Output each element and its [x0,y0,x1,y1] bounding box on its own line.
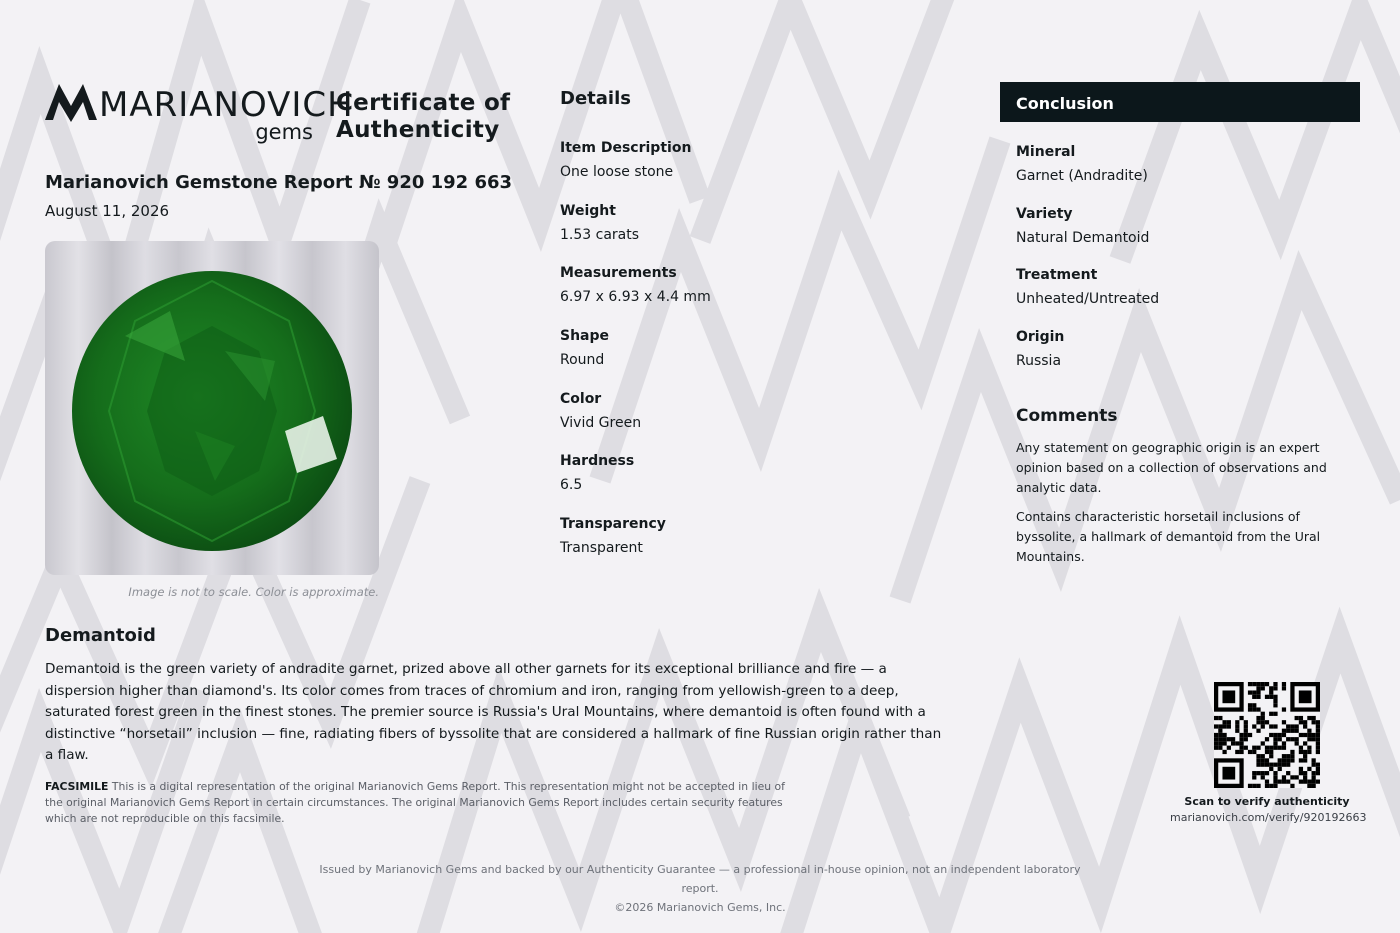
field-value: Garnet (Andradite) [1016,168,1148,184]
details-heading: Details [560,88,631,109]
field-hardness [560,452,940,515]
variety-description: Demantoid is the green variety of andradite garnet, prized above all other garnets for its exceptional brilliance and fire — a dispersion higher than diamond's. Its color comes from traces of chromium and iron, ranging from yellowish-green to a deep, saturated forest green in the finest stones. The premier source is Russia's Ural Mountains, where demantoid is often found with a distinctive “horsetail” inclusion — fine, radiating fibers of byssolite that are considered a hallmark of fine Russian origin rather than a flaw. [45,661,942,763]
facsimile-text: This is a digital representation of the original Marianovich Gems Report. This representation might not be accepted in lieu of the original Marianovich Gems Report in certain circumstances. The original Marianovich Gems Report includes certain security features which are not reproducible on this facsimile. [45,780,785,825]
field-variety [1016,205,1356,267]
certificate-title-line2: Authenticity [336,117,500,143]
field-color [560,390,940,453]
facsimile-label: FACSIMILE [45,780,109,793]
field-treatment [1016,266,1356,328]
qr-code-icon[interactable] [1214,682,1320,788]
field-label: Measurements [560,265,677,282]
logo-wordmark: MARIANOVICH [99,85,354,125]
field-value: Natural Demantoid [1016,229,1150,246]
field-label: Variety [1016,205,1073,222]
field-label: Hardness [560,453,635,470]
field-value: One loose stone [560,164,674,180]
field-value: Vivid Green [560,414,642,431]
field-value: 1.53 carats [560,226,640,243]
brand-logo [45,80,354,148]
logo-subbrand: gems [255,120,313,144]
conclusion-list [1016,143,1356,389]
gem-image [45,241,379,575]
comment-paragraph: Any statement on geographic origin is an expert opinion based on a collection of observations and analytic data. [1016,440,1327,495]
field-value: 6.97 x 6.93 x 4.4 mm [560,289,711,306]
field-value: 6.5 [560,477,583,494]
facsimile-notice [45,779,785,827]
report-date: August 11, 2026 [45,202,170,220]
field-label: Color [560,390,602,407]
footer-disclaimer: Issued by Marianovich Gems and backed by our Authenticity Guarantee — a professional in-house opinion, not an independent laboratory report. [319,863,1081,895]
image-caption: Image is not to scale. Color is approximate. [128,585,379,599]
gemstone-photo [45,241,379,575]
field-value: Russia [1016,352,1062,369]
certificate-title-line1: Certificate of [336,90,511,116]
details-list [560,139,940,578]
comments-body [1016,438,1356,576]
certificate-title [336,90,510,144]
field-origin [1016,328,1356,390]
footer-copyright: ©2026 Marianovich Gems, Inc. [614,901,786,914]
field-label: Mineral [1016,144,1076,160]
qr-label: Scan to verify authenticity [1184,795,1350,808]
field-mineral [1016,143,1356,205]
comments-heading: Comments [1016,406,1118,426]
field-label: Transparency [560,516,666,533]
field-value: Unheated/Untreated [1016,291,1160,307]
conclusion-heading: Conclusion [1000,82,1360,122]
field-shape [560,327,940,390]
field-label: Shape [560,328,610,345]
variety-title: Demantoid [45,625,156,646]
field-label: Item Description [560,140,692,156]
field-value: Transparent [560,540,643,557]
verify-url-link[interactable]: marianovich.com/verify/920192663 [1170,811,1367,824]
field-transparency [560,515,940,578]
field-label: Origin [1016,328,1065,345]
field-value: Round [560,352,605,369]
comment-paragraph: Contains characteristic horsetail inclusions of byssolite, a hallmark of demantoid from the Ural Mountains. [1016,509,1321,564]
footer [300,860,1100,917]
field-label: Weight [560,202,616,219]
field-label: Treatment [1016,267,1098,283]
field-weight [560,202,940,265]
logo-mark-icon [45,82,101,122]
field-measurements [560,264,940,327]
report-title: Marianovich Gemstone Report № 920 192 663 [45,172,513,193]
field-item-description [560,139,940,202]
